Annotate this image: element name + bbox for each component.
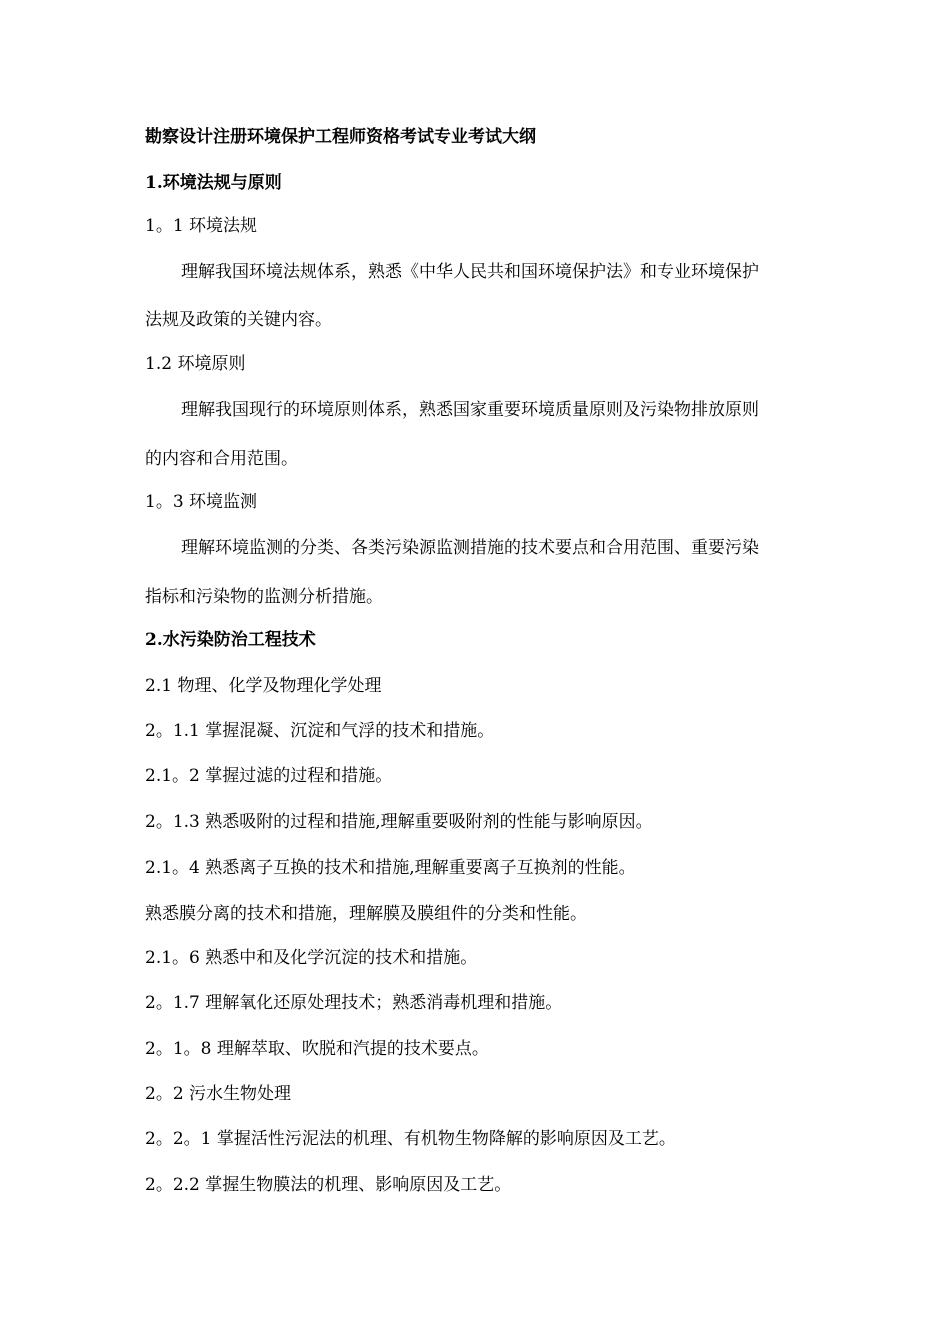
subsection-heading-1-1: 1。1 环境法规 <box>145 216 258 236</box>
list-item: 2。2。1 掌握活性污泥法的机理、有机物生物降解的影响原因及工艺。 <box>145 1129 676 1149</box>
list-item: 2.1。6 熟悉中和及化学沉淀的技术和措施。 <box>145 948 478 968</box>
paragraph-line: 理解环境监测的分类、各类污染源监测措施的技术要点和合用范围、重要污染 <box>181 538 759 558</box>
paragraph-line: 指标和污染物的监测分析措施。 <box>145 587 383 607</box>
paragraph-line: 理解我国环境法规体系，熟悉《中华人民共和国环境保护法》和专业环境保护 <box>181 262 759 282</box>
list-item: 2。1.3 熟悉吸附的过程和措施,理解重要吸附剂的性能与影响原因。 <box>145 812 653 832</box>
subsection-heading-1-2: 1.2 环境原则 <box>145 354 246 374</box>
section-heading-2: 2.水污染防治工程技术 <box>145 630 316 650</box>
list-item: 2.1。4 熟悉离子互换的技术和措施,理解重要离子互换剂的性能。 <box>145 858 636 878</box>
paragraph-line: 的内容和合用范围。 <box>145 449 298 469</box>
list-item: 2。2 污水生物处理 <box>145 1084 292 1104</box>
list-item: 2。1。8 理解萃取、吹脱和汽提的技术要点。 <box>145 1039 489 1059</box>
subsection-heading-1-3: 1。3 环境监测 <box>145 492 258 512</box>
paragraph-line: 法规及政策的关键内容。 <box>145 310 332 330</box>
list-item: 2.1。2 掌握过滤的过程和措施。 <box>145 766 393 786</box>
document-title: 勘察设计注册环境保护工程师资格考试专业考试大纲 <box>145 127 536 147</box>
section-heading-1: 1.环境法规与原则 <box>145 173 282 193</box>
paragraph-line: 理解我国现行的环境原则体系，熟悉国家重要环境质量原则及污染物排放原则 <box>181 400 759 420</box>
list-item: 2.1 物理、化学及物理化学处理 <box>145 676 382 696</box>
list-item: 2。1.1 掌握混凝、沉淀和气浮的技术和措施。 <box>145 721 495 741</box>
list-item: 熟悉膜分离的技术和措施，理解膜及膜组件的分类和性能。 <box>145 904 587 924</box>
list-item: 2。1.7 理解氧化还原处理技术；熟悉消毒机理和措施。 <box>145 993 563 1013</box>
list-item: 2。2.2 掌握生物膜法的机理、影响原因及工艺。 <box>145 1175 512 1195</box>
